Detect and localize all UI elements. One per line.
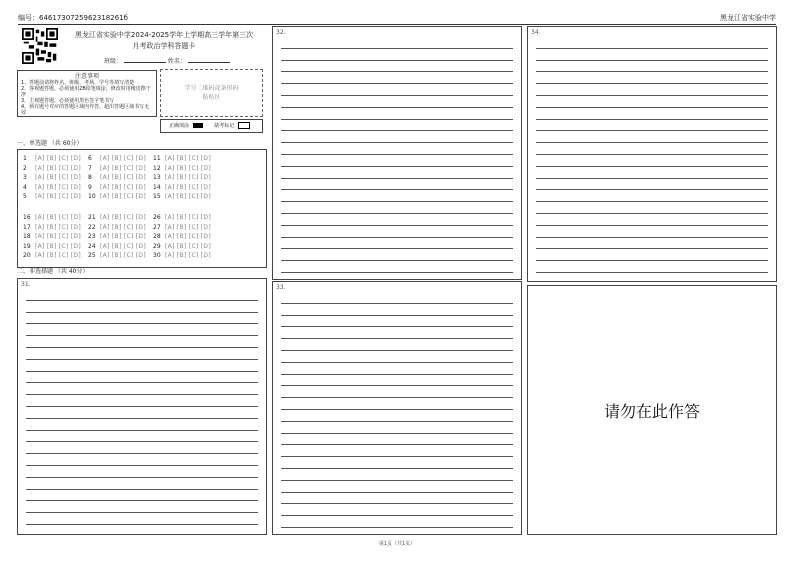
mc-options[interactable]: [A] [B] [C] [D]: [35, 233, 81, 240]
missing-exam-checkbox[interactable]: [238, 122, 250, 129]
note-item: 1、答题前请将姓名、班级、考场、学号等填写清楚: [21, 80, 135, 86]
mc-options[interactable]: [A] [B] [C] [D]: [100, 233, 146, 240]
mc-question-number: 30: [153, 252, 161, 259]
mc-question-number: 28: [153, 233, 161, 240]
mc-question-number: 23: [88, 233, 96, 240]
mc-question-number: 29: [153, 242, 161, 250]
page-footer: 第1页（共1页）: [378, 541, 416, 547]
mc-question-number: 1: [23, 155, 27, 162]
mc-options[interactable]: [A] [B] [C] [D]: [100, 183, 146, 191]
mc-question-number: 25: [88, 252, 96, 259]
answer-box-q34[interactable]: [527, 26, 777, 282]
multiple-choice-box: [17, 149, 267, 268]
mc-question-number: 10: [88, 193, 96, 200]
mc-question-number: 6: [88, 155, 92, 162]
mc-options[interactable]: [A] [B] [C] [D]: [35, 174, 81, 181]
mc-options[interactable]: [A] [B] [C] [D]: [165, 252, 211, 259]
mc-options[interactable]: [A] [B] [C] [D]: [165, 164, 211, 172]
answer-lines: [26, 289, 258, 525]
mc-options[interactable]: [A] [B] [C] [D]: [100, 164, 146, 172]
serial-number: 编号：6461730725962318261б: [18, 14, 128, 22]
mc-options[interactable]: [A] [B] [C] [D]: [35, 183, 81, 191]
mc-options[interactable]: [A] [B] [C] [D]: [35, 223, 81, 231]
question-number: 31.: [21, 281, 31, 288]
class-field[interactable]: [124, 62, 166, 63]
mc-options[interactable]: [A] [B] [C] [D]: [100, 252, 146, 259]
answer-lines: [281, 292, 513, 528]
mc-options[interactable]: [A] [B] [C] [D]: [35, 242, 81, 250]
mc-question-number: 12: [153, 164, 161, 172]
mc-options[interactable]: [A] [B] [C] [D]: [165, 223, 211, 231]
answer-box-q31[interactable]: [17, 278, 267, 535]
mc-options[interactable]: [A] [B] [C] [D]: [100, 242, 146, 250]
answer-lines: [281, 37, 513, 273]
mc-question-number: 9: [88, 183, 92, 191]
mc-options[interactable]: [A] [B] [C] [D]: [35, 193, 81, 200]
mc-options[interactable]: [A] [B] [C] [D]: [165, 174, 211, 181]
mc-question-number: 14: [153, 183, 161, 191]
barcode-area-text: 粘贴区: [202, 94, 221, 101]
mc-options[interactable]: [A] [B] [C] [D]: [35, 214, 81, 221]
mc-options[interactable]: [A] [B] [C] [D]: [165, 233, 211, 240]
mc-options[interactable]: [A] [B] [C] [D]: [100, 214, 146, 221]
mc-question-number: 4: [23, 183, 27, 191]
barcode-area-text: 学号二维码或条形码: [184, 85, 239, 92]
mc-question-number: 11: [153, 155, 161, 162]
name-label: 姓名：: [167, 58, 186, 65]
mc-options[interactable]: [A] [B] [C] [D]: [100, 223, 146, 231]
mc-question-number: 26: [153, 214, 161, 221]
barcode-paste-area: [160, 69, 263, 117]
mc-question-number: 18: [23, 233, 31, 240]
note-item: 2、客观题答题，必须使用2B铅笔填涂，修改时用橡皮擦干净: [21, 86, 151, 98]
mc-question-number: 20: [23, 252, 31, 259]
mc-question-number: 22: [88, 223, 96, 231]
mc-options[interactable]: [A] [B] [C] [D]: [165, 242, 211, 250]
mc-question-number: 17: [23, 223, 31, 231]
mc-question-number: 3: [23, 174, 27, 181]
answer-box-q33[interactable]: [272, 281, 522, 535]
question-number: 34.: [531, 29, 541, 36]
mc-question-number: 21: [88, 214, 96, 221]
section2-title: 二、非选择题 （共 40分）: [17, 268, 89, 275]
mc-question-number: 5: [23, 193, 27, 200]
mc-question-number: 27: [153, 223, 161, 231]
mc-question-number: 13: [153, 174, 161, 181]
correct-fill-label: 正确填涂: [169, 123, 190, 129]
mc-question-number: 19: [23, 242, 31, 250]
mc-question-number: 24: [88, 242, 96, 250]
notes-box: [17, 70, 157, 117]
name-field[interactable]: [188, 62, 230, 63]
mc-options[interactable]: [A] [B] [C] [D]: [35, 164, 81, 172]
mc-options[interactable]: [A] [B] [C] [D]: [100, 174, 146, 181]
note-item: 4、须在题号对应的答题区域内作答，超出答题区域书写无效: [21, 104, 150, 116]
mc-options[interactable]: [A] [B] [C] [D]: [165, 193, 211, 200]
exam-title-line1: 黑龙江省实验中学2024-2025学年上学期高三学年第三次: [74, 31, 254, 39]
no-answer-text: 请勿在此作答: [603, 401, 700, 421]
qr-code-icon: [22, 28, 58, 64]
mc-question-number: 7: [88, 164, 92, 172]
answer-box-q32[interactable]: [272, 26, 522, 280]
mc-options[interactable]: [A] [B] [C] [D]: [100, 193, 146, 200]
notes-title: 注意事项: [74, 73, 99, 80]
mc-options[interactable]: [A] [B] [C] [D]: [35, 252, 81, 259]
missing-mark-label: 缺考标记: [214, 123, 235, 129]
fill-legend: [160, 119, 263, 133]
exam-title-line2: 月考政治学科答题卡: [132, 42, 196, 50]
mc-question-number: 2: [23, 164, 27, 172]
mc-options[interactable]: [A] [B] [C] [D]: [165, 183, 211, 191]
mc-question-number: 16: [23, 214, 31, 221]
filled-mark-icon: [193, 123, 203, 128]
mc-question-number: 15: [153, 193, 161, 200]
no-answer-zone: [527, 285, 777, 535]
mc-options[interactable]: [A] [B] [C] [D]: [100, 155, 146, 162]
question-number: 33.: [276, 284, 286, 291]
header-rule: [18, 24, 776, 25]
question-number: 32.: [276, 29, 286, 36]
answer-lines: [536, 37, 768, 273]
section1-title: 一、单选题 （共 60分）: [17, 140, 83, 147]
note-item: 3、主观题答题，必须使用黑色签字笔书写: [21, 98, 115, 104]
mc-options[interactable]: [A] [B] [C] [D]: [165, 155, 211, 162]
mc-question-number: 8: [88, 174, 92, 181]
mc-options[interactable]: [A] [B] [C] [D]: [35, 155, 81, 162]
mc-options[interactable]: [A] [B] [C] [D]: [165, 214, 211, 221]
class-label: 班级：: [104, 58, 123, 65]
school-name-header: 黑龙江省实验中学: [720, 14, 776, 22]
